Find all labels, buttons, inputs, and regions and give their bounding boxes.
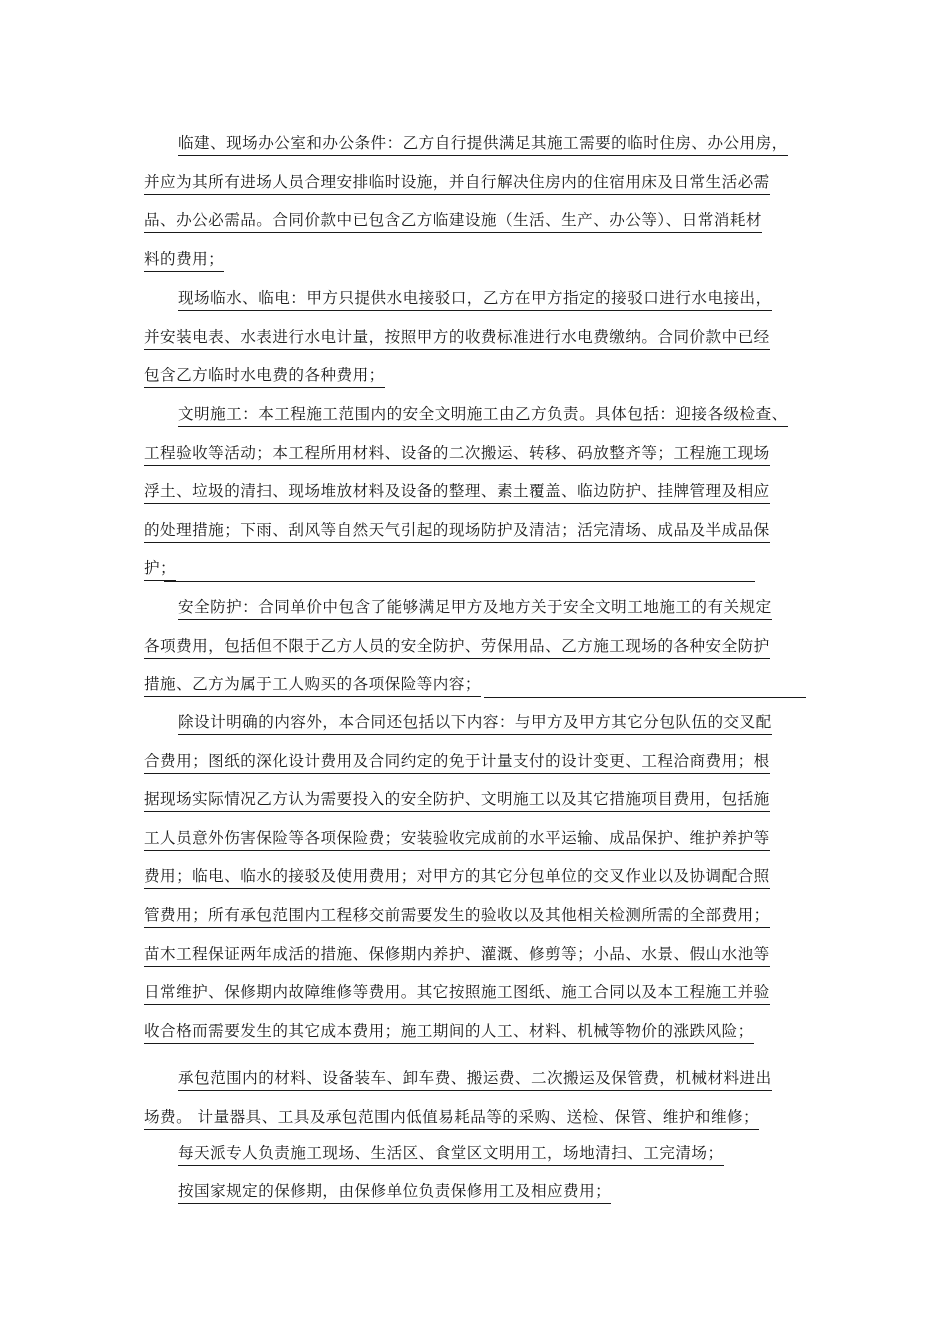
paragraph-daily-cleaning [144, 1137, 808, 1176]
text-line: 包含乙方临时水电费的各种费用； [144, 366, 385, 385]
text-line: 收合格而需要发生的其它成本费用；施工期间的人工、材料、机械等物价的涨跌风险； [144, 1021, 754, 1040]
text-line: 按国家规定的保修期，由保修单位负责保修用工及相应费用； [178, 1182, 612, 1200]
text-line: 据现场实际情况乙方认为需要投入的安全防护、文明施工以及其它措施项目费用，包括施 [144, 790, 770, 809]
text-line: 工人员意外伤害保险等各项保险费；安装验收完成前的水平运输、成品保护、维护养护等 [144, 828, 770, 847]
text-line: 浮土、垃圾的清扫、现场堆放材料及设备的整理、素土覆盖、临边防护、挂牌管理及相应 [144, 482, 770, 501]
text-line: 费用；临电、临水的接驳及使用费用；对甲方的其它分包单位的交叉作业以及协调配合照 [144, 867, 770, 886]
paragraph-civilized-construction [144, 398, 808, 591]
text-line: 现场临水、临电：甲方只提供水电接驳口，乙方在甲方指定的接驳口进行水电接出， [178, 289, 772, 307]
text-line: 料的费用； [144, 249, 225, 268]
text-line: 管费用；所有承包范围内工程移交前需要发生的验收以及其他相关检测所需的全部费用； [144, 905, 770, 924]
text-line: 品、办公必需品。合同价款中已包含乙方临建设施（生活、生产、办公等）、日常消耗材 [144, 211, 762, 230]
text-line: 合费用；图纸的深化设计费用及合同约定的免于计量支付的设计变更、工程洽商费用；根 [144, 751, 770, 770]
text-line: 苗木工程保证两年成活的措施、保修期内养护、灌溉、修剪等；小品、水景、假山水池等 [144, 944, 770, 963]
text-line: 每天派专人负责施工现场、生活区、食堂区文明用工，场地清扫、工完清场； [178, 1144, 724, 1162]
text-line: 并安装电表、水表进行水电计量，按照甲方的收费标准进行水电费缴纳。合同价款中已经 [144, 327, 770, 346]
paragraph-materials-transport [144, 1062, 808, 1139]
text-line: 安全防护：合同单价中包含了能够满足甲方及地方关于安全文明工地施工的有关规定 [178, 598, 772, 616]
text-line: 文明施工：本工程施工范围内的安全文明施工由乙方负责。具体包括：迎接各级检查、 [178, 405, 788, 423]
text-line: 的处理措施；下雨、刮风等自然天气引起的现场防护及清洁；活完清场、成品及半成品保 [144, 520, 770, 539]
text-line: 措施、乙方为属于工人购买的各项保险等内容； [144, 668, 808, 707]
paragraph-temporary-facilities [144, 127, 808, 281]
text-line: 各项费用，包括但不限于乙方人员的安全防护、劳保用品、乙方施工现场的各种安全防护 [144, 636, 770, 655]
text-line: 场费。 计量器具、工具及承包范围内低值易耗品等的采购、送检、保管、维护和维修； [144, 1107, 760, 1126]
paragraph-safety-protection [144, 591, 808, 707]
text-line: 临建、现场办公室和办公条件：乙方自行提供满足其施工需要的临时住房、办公用房， [178, 134, 788, 152]
paragraph-additional-scope [144, 706, 808, 1053]
text-line: 除设计明确的内容外，本合同还包括以下内容：与甲方及甲方其它分包队伍的交叉配 [178, 713, 772, 731]
paragraph-warranty [144, 1175, 808, 1214]
text-line: 承包范围内的材料、设备装车、卸车费、搬运费、二次搬运及保管费，机械材料进出 [178, 1069, 772, 1087]
text-line: 日常维护、保修期内故障维修等费用。其它按照施工图纸、施工合同以及本工程施工并验 [144, 983, 770, 1002]
text-line: 护； [144, 552, 808, 591]
text-line: 工程验收等活动；本工程所用材料、设备的二次搬运、转移、码放整齐等；工程施工现场 [144, 443, 770, 462]
text-line: 并应为其所有进场人员合理安排临时设施，并自行解决住房内的住宿用床及日常生活必需 [144, 172, 770, 191]
paragraph-temporary-utilities [144, 282, 808, 398]
